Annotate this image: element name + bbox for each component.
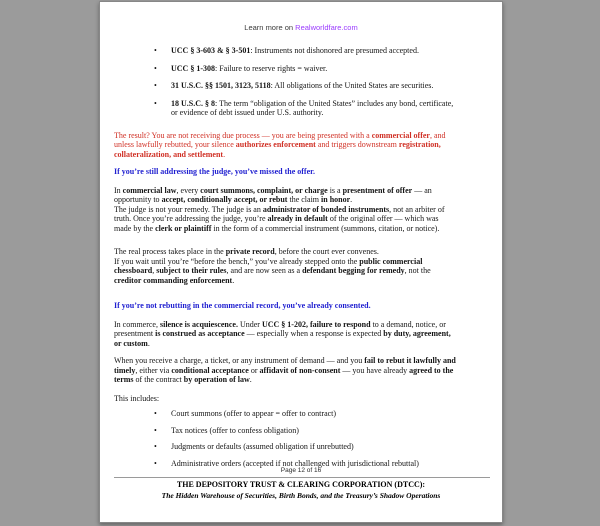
footer-divider (114, 477, 490, 478)
document-page (99, 1, 503, 523)
blue-heading-already-consented: If you’re not rebutting in the commercial record, you’ve already consented. (114, 301, 371, 310)
list-item-court-summons: • Court summons (offer to appear = offer to contract) (171, 409, 456, 419)
page-footer (100, 467, 502, 500)
list-item-tax-notices: • Tax notices (offer to confess obligation) (171, 426, 456, 436)
includes-bullet-list (114, 409, 456, 468)
red-warning-paragraph: The result? You are not receiving due process — you are being presented with a commercial offer, and unless lawfully rebutted, your silence authorizes enforcement and triggers downstream registration, collateralization, and settlement. (114, 130, 446, 159)
document-body (100, 46, 502, 468)
list-item-ucc-1-308: • UCC § 1-308: Failure to reserve rights = waiver. (171, 64, 456, 74)
page-header (100, 2, 502, 32)
includes-label: This includes: (114, 393, 160, 403)
statute-bullet-list (114, 46, 456, 118)
list-item-ucc-3-603: • UCC § 3-603 & § 3-501: Instruments not dishonored are presumed accepted. (171, 46, 456, 56)
paragraph-fail-to-rebut: When you receive a charge, a ticket, or any instrument of demand — and you fail to rebut it lawfully and timely, either via conditional acceptance or affidavit of non-consent — you have already agreed to the terms of the contract by operation of law. (114, 356, 456, 384)
footer-subtitle: The Hidden Warehouse of Securities, Birth Bonds, and the Treasury’s Shadow Operations (161, 491, 441, 500)
paragraph-commercial-law: In commercial law, every court summons, complaint, or charge is a presentment of offer — an opportunity to accept, conditionally accept, or rebut the claim in honor. The judge is not your remedy. The judge is an administrator of bonded instruments, not an arbiter of truth. Once you’re addressing the judge, you’re already in default of the original offer — which was made by the clerk or plaintiff in the form of a commercial instrument (summons, citation, or notice). (114, 185, 445, 233)
list-item-judgments: • Judgments or defaults (assumed obligation if unrebutted) (171, 442, 456, 452)
list-item-admin-orders: • Administrative orders (accepted if not challenged with jurisdictional rebuttal) (171, 459, 456, 469)
paragraph-silence-acquiescence: In commerce, silence is acquiescence. Under UCC § 1-202, failure to respond to a demand, notice, or presentment is construed as acceptance — especially when a response is expected by duty, agreement, or custom. (114, 319, 451, 348)
header-text: Learn more on (244, 23, 296, 32)
blue-heading-missed-offer: If you’re still addressing the judge, you’ve missed the offer. (114, 167, 315, 176)
footer-title: THE DEPOSITORY TRUST & CLEARING CORPORATION (DTCC): (176, 480, 426, 489)
page-number: Page 12 of 16 (280, 467, 322, 474)
list-item-18-usc: • 18 U.S.C. § 8: The term “obligation of the United States” includes any bond, certificate, or evidence of debt issued under U.S. authority. (171, 99, 456, 118)
paragraph-private-record: The real process takes place in the private record, before the court ever convenes. If you wait until you’re “before the bench,” you’ve already stepped onto the public commercial chessboard, subject to their rules, and are now seen as a defendant begging for remedy, not the creditor commanding enforcement. (114, 247, 431, 285)
realworldfare-link[interactable]: Realworldfare.com (295, 23, 358, 32)
list-item-31-usc: • 31 U.S.C. §§ 1501, 3123, 5118: All obligations of the United States are securities. (171, 81, 456, 91)
